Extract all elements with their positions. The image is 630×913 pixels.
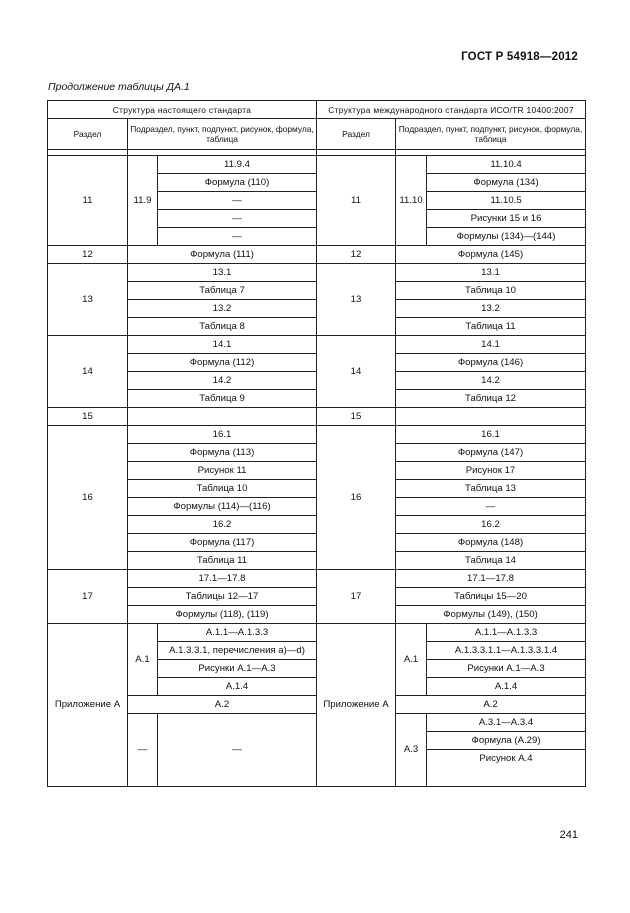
item-cell: Формула (117) — [128, 534, 317, 552]
item-cell: 13.2 — [128, 300, 317, 318]
item-cell: 16.1 — [396, 426, 586, 444]
item-cell: А.2 — [128, 696, 317, 714]
item-cell: 11.9.4 — [158, 156, 317, 174]
section-cell: 13 — [317, 264, 396, 336]
item-cell: 17.1—17.8 — [396, 570, 586, 588]
item-cell: — — [396, 498, 586, 516]
table-row — [48, 264, 586, 282]
item-cell: 13.1 — [396, 264, 586, 282]
item-cell: Формула (147) — [396, 444, 586, 462]
correspondence-table — [47, 100, 586, 787]
header-left-group: Структура настоящего стандарта — [48, 101, 317, 119]
item-cell: 16.2 — [396, 516, 586, 534]
subsection-cell: 11.10 — [396, 156, 427, 246]
table-row — [48, 156, 586, 174]
item-cell: 11.10.4 — [427, 156, 586, 174]
header-right-group: Структура международного стандарта ИСО/TR 10400:2007 — [317, 101, 586, 119]
item-cell: Формула (112) — [128, 354, 317, 372]
subsection-cell: А.3 — [396, 714, 427, 787]
item-cell: Рисунок А.4 — [427, 750, 586, 787]
item-cell: Формула (134) — [427, 174, 586, 192]
header-left-sub: Подраздел, пункт, подпункт, рисунок, формула, таблица — [128, 119, 317, 150]
table-row — [48, 408, 586, 426]
item-cell: — — [158, 210, 317, 228]
item-cell: 14.1 — [396, 336, 586, 354]
item-cell: А.1.3.3.1, перечисления a)—d) — [158, 642, 317, 660]
item-cell: 16.1 — [128, 426, 317, 444]
item-cell: Формула (145) — [396, 246, 586, 264]
item-cell: А.1.4 — [158, 678, 317, 696]
item-cell: Таблица 11 — [128, 552, 317, 570]
section-cell: 11 — [48, 156, 128, 246]
item-cell: А.1.1—А.1.3.3 — [158, 624, 317, 642]
item-cell: 17.1—17.8 — [128, 570, 317, 588]
item-cell: А.1.1—А.1.3.3 — [427, 624, 586, 642]
table-row — [48, 624, 586, 642]
item-cell: А.3.1—А.3.4 — [427, 714, 586, 732]
item-cell: Рисунок 11 — [128, 462, 317, 480]
subsection-cell: А.1 — [396, 624, 427, 696]
subsection-cell: — — [128, 714, 158, 787]
item-cell: Таблица 7 — [128, 282, 317, 300]
item-cell: Таблицы 15—20 — [396, 588, 586, 606]
section-cell: 16 — [48, 426, 128, 570]
item-cell: 13.2 — [396, 300, 586, 318]
section-cell: Приложение А — [48, 624, 128, 787]
header-left-section: Раздел — [48, 119, 128, 150]
header-right-sub: Подраздел, пункт, подпункт, рисунок, формула, таблица — [396, 119, 586, 150]
section-cell: 16 — [317, 426, 396, 570]
item-cell: Таблица 8 — [128, 318, 317, 336]
item-cell: Таблица 12 — [396, 390, 586, 408]
item-cell: Таблицы 12—17 — [128, 588, 317, 606]
item-cell: — — [158, 228, 317, 246]
item-cell: Формула (148) — [396, 534, 586, 552]
item-cell: 14.2 — [128, 372, 317, 390]
item-cell: Формулы (134)—(144) — [427, 228, 586, 246]
subsection-cell: А.1 — [128, 624, 158, 696]
table-header-column-row — [48, 119, 586, 150]
item-cell: Таблица 10 — [396, 282, 586, 300]
item-cell: Таблица 13 — [396, 480, 586, 498]
table-row — [48, 336, 586, 354]
item-cell: — — [158, 714, 317, 787]
item-cell: Таблица 14 — [396, 552, 586, 570]
item-cell: 16.2 — [128, 516, 317, 534]
item-cell: Рисунки 15 и 16 — [427, 210, 586, 228]
item-cell: Формула (111) — [128, 246, 317, 264]
section-cell: 14 — [48, 336, 128, 408]
table-row — [48, 570, 586, 588]
item-cell: Таблица 10 — [128, 480, 317, 498]
item-cell: Таблица 11 — [396, 318, 586, 336]
item-cell: 11.10.5 — [427, 192, 586, 210]
table-caption: Продолжение таблицы ДА.1 — [48, 81, 190, 93]
table-row — [48, 246, 586, 264]
item-cell: Рисунки А.1—А.3 — [158, 660, 317, 678]
item-cell: Формула (146) — [396, 354, 586, 372]
item-cell: 14.1 — [128, 336, 317, 354]
standard-code: ГОСТ Р 54918—2012 — [461, 51, 578, 63]
page-number: 241 — [559, 829, 578, 841]
item-cell: Формулы (114)—(116) — [128, 498, 317, 516]
section-cell: 14 — [317, 336, 396, 408]
table-header-group-row — [48, 101, 586, 119]
section-cell: Приложение А — [317, 624, 396, 787]
item-cell: 13.1 — [128, 264, 317, 282]
section-cell: 12 — [48, 246, 128, 264]
item-cell: Формулы (149), (150) — [396, 606, 586, 624]
item-cell: А.1.3.3.1.1—А.1.3.3.1.4 — [427, 642, 586, 660]
item-cell: Формула (110) — [158, 174, 317, 192]
item-cell: Рисунки А.1—А.3 — [427, 660, 586, 678]
item-cell — [396, 408, 586, 426]
section-cell: 11 — [317, 156, 396, 246]
item-cell: Формулы (118), (119) — [128, 606, 317, 624]
item-cell: Формула (113) — [128, 444, 317, 462]
item-cell — [128, 408, 317, 426]
section-cell: 15 — [48, 408, 128, 426]
section-cell: 17 — [317, 570, 396, 624]
section-cell: 12 — [317, 246, 396, 264]
item-cell: Рисунок 17 — [396, 462, 586, 480]
subsection-cell: 11.9 — [128, 156, 158, 246]
header-right-section: Раздел — [317, 119, 396, 150]
section-cell: 13 — [48, 264, 128, 336]
item-cell: А.1.4 — [427, 678, 586, 696]
table-row — [48, 426, 586, 444]
item-cell: Таблица 9 — [128, 390, 317, 408]
item-cell: А.2 — [396, 696, 586, 714]
section-cell: 15 — [317, 408, 396, 426]
item-cell: Формула (А.29) — [427, 732, 586, 750]
item-cell: 14.2 — [396, 372, 586, 390]
item-cell: — — [158, 192, 317, 210]
section-cell: 17 — [48, 570, 128, 624]
